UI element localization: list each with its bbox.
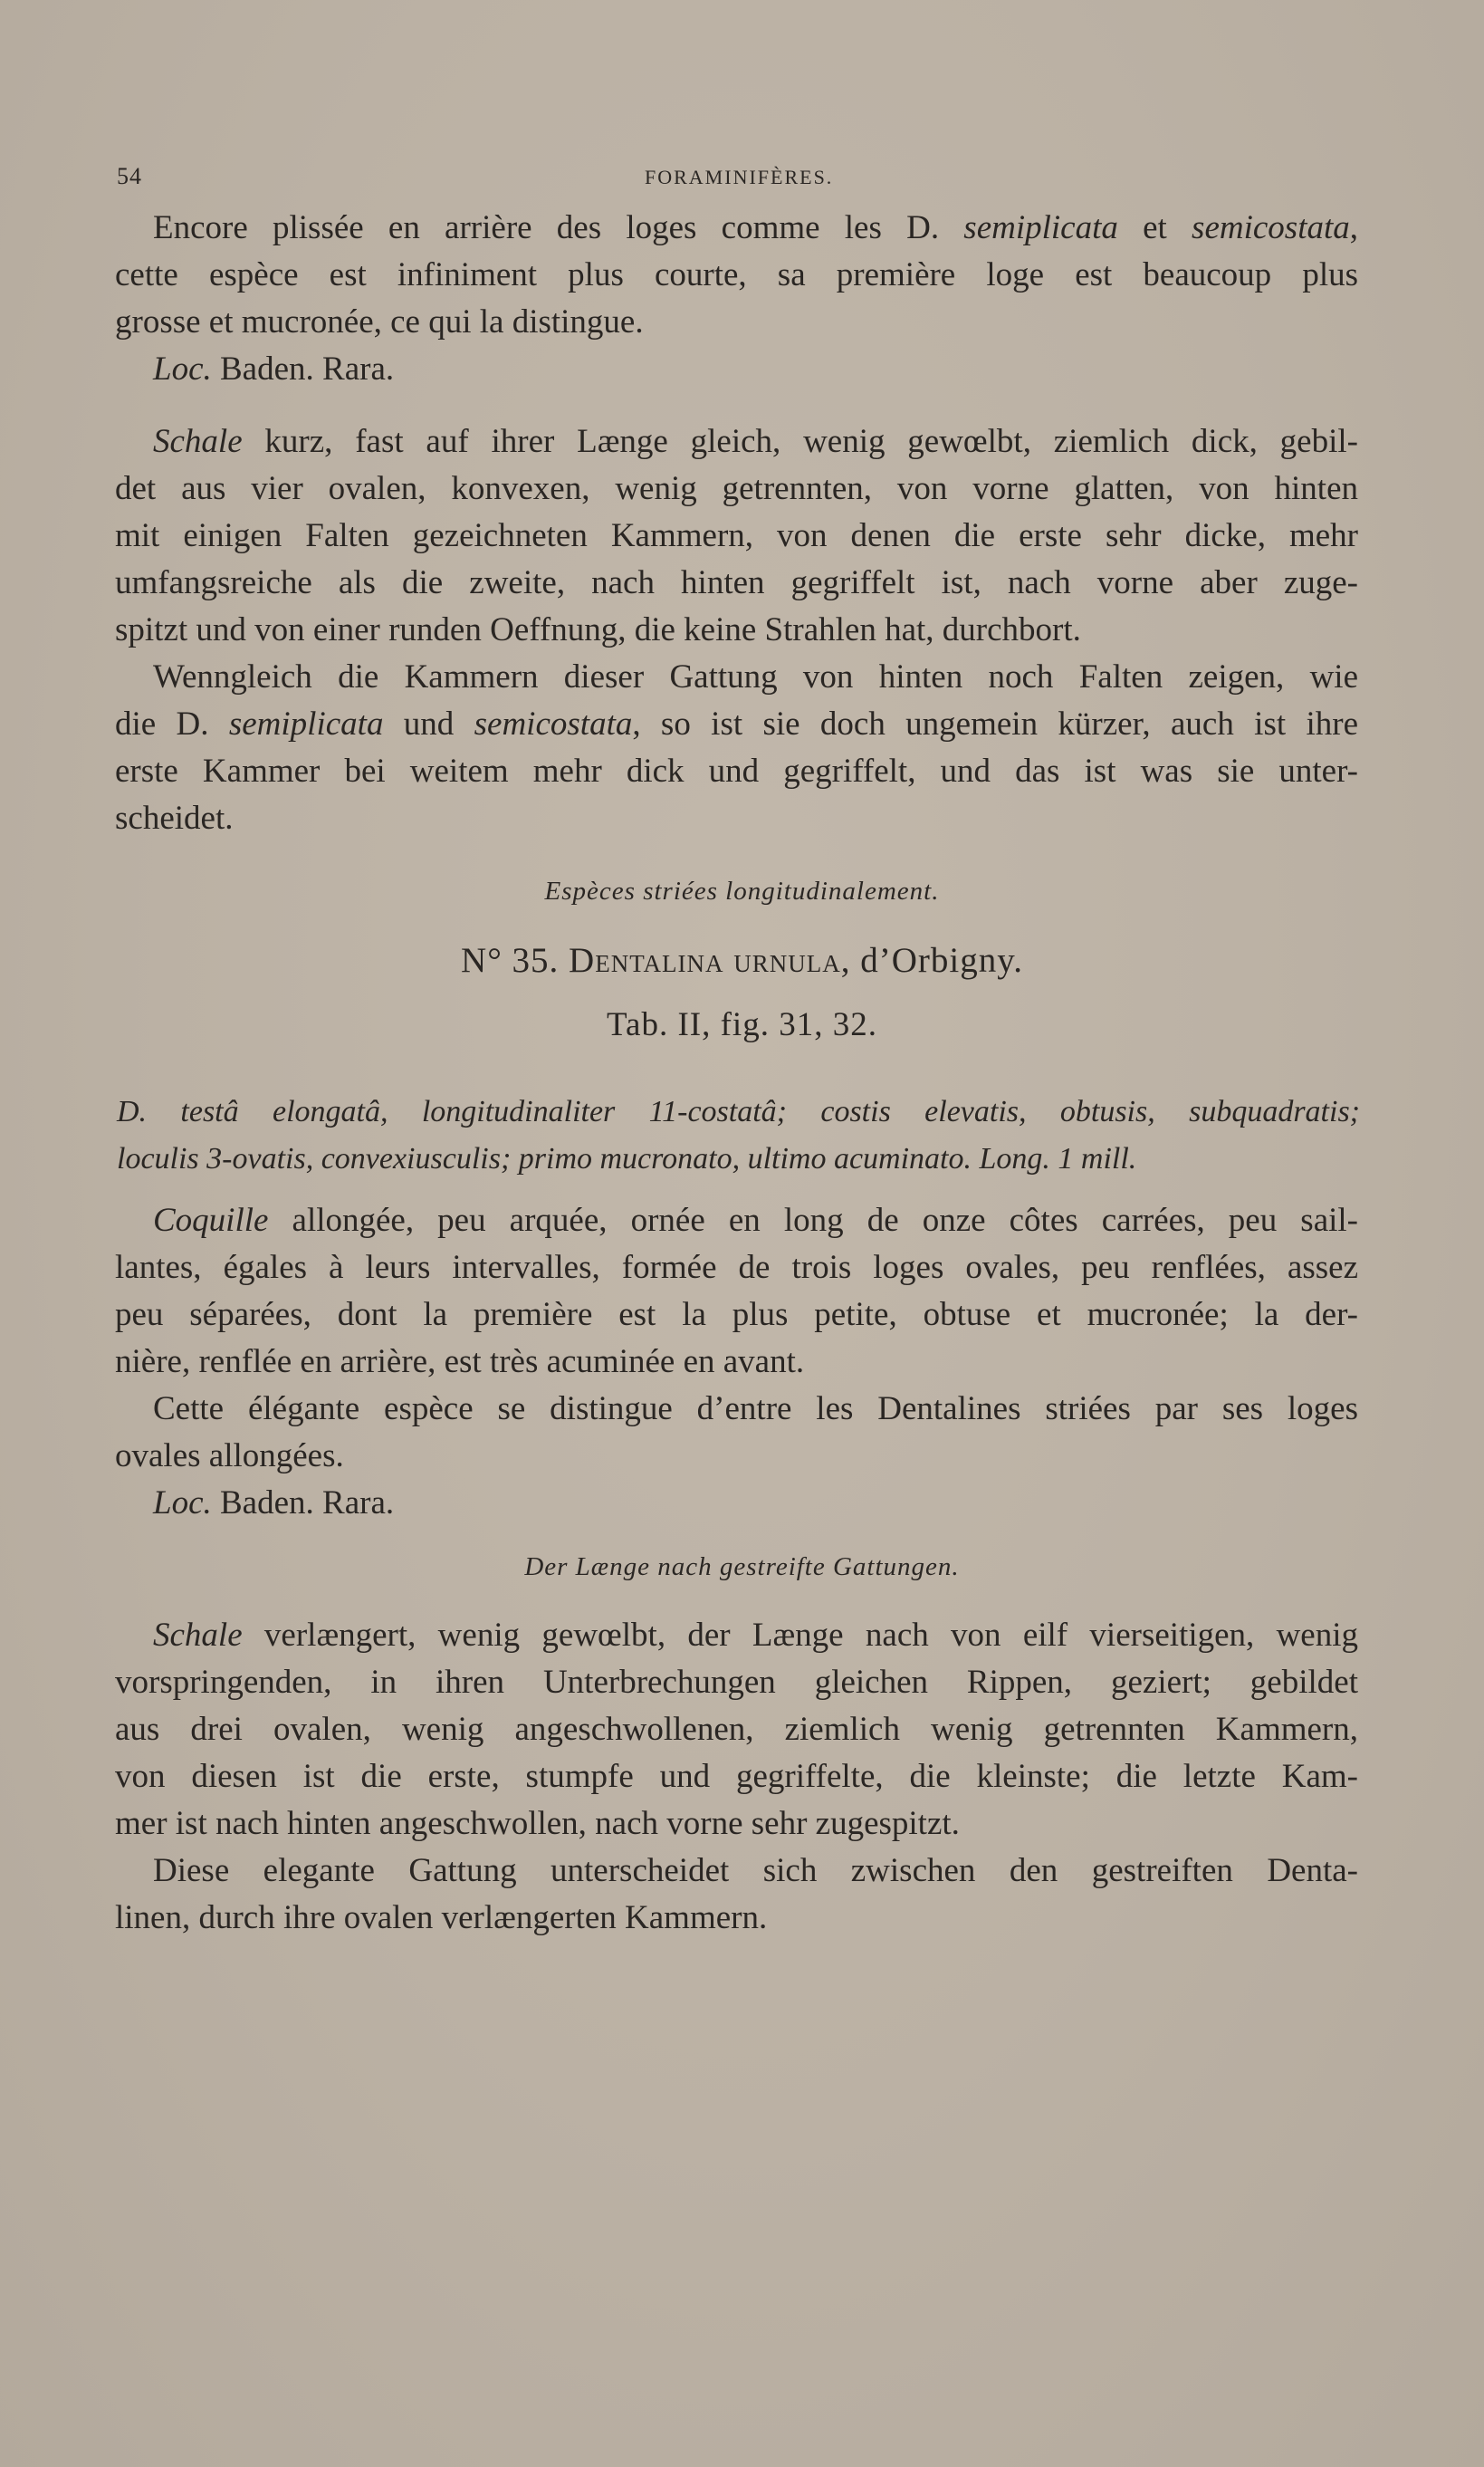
text-line: D. testâ elongatâ, longitudinaliter 11-costatâ; costis elevatis, obtusis, subquadratis; bbox=[117, 1095, 1360, 1128]
text-line: Schale verlængert, wenig gewœlbt, der Længe nach von eilf vierseitigen, wenig bbox=[153, 1617, 1358, 1654]
text-line: Schale kurz, fast auf ihrer Længe gleich, wenig gewœlbt, ziemlich dick, gebil- bbox=[153, 423, 1358, 460]
text-line: peu séparées, dont la première est la plus petite, obtuse et mucronée; la der- bbox=[115, 1296, 1358, 1333]
paragraph-de-description bbox=[115, 418, 1358, 842]
running-title: FORAMINIFÈRES. bbox=[645, 166, 834, 188]
text-line: loculis 3-ovatis, convexiusculis; primo mucronato, ultimo acuminato. Long. 1 mill. bbox=[117, 1142, 1137, 1176]
text-line: die D. semiplicata und semicostata, so ist sie doch ungemein kürzer, auch ist ihre bbox=[115, 706, 1359, 743]
text-line: cette espèce est infiniment plus courte, sa première loge est beaucoup plus bbox=[115, 256, 1358, 293]
text-line: umfangsreiche als die zweite, nach hinten gegriffelt ist, nach vorne aber zuge- bbox=[115, 564, 1358, 601]
section-heading-fr: Espèces striées longitudinalement. bbox=[544, 877, 940, 906]
text-line: nière, renflée en arrière, est très acuminée en avant. bbox=[115, 1343, 805, 1380]
text-line: ovales allongées. bbox=[115, 1437, 344, 1474]
locality-line: Loc. Baden. Rara. bbox=[153, 350, 395, 388]
text-line: Wenngleich die Kammern dieser Gattung von hinten noch Falten zeigen, wie bbox=[153, 658, 1358, 696]
paragraph-de-species bbox=[115, 1612, 1358, 1942]
text-line: erste Kammer bei weitem mehr dick und gegriffelt, und das ist was sie unter- bbox=[115, 753, 1358, 790]
text-line: mit einigen Falten gezeichneten Kammern, von denen die erste sehr dicke, mehr bbox=[115, 517, 1358, 554]
text-line: vorspringenden, in ihren Unterbrechungen gleichen Rippen, geziert; gebildet bbox=[115, 1664, 1358, 1701]
paragraph-fr-intro bbox=[115, 205, 1358, 393]
species-title: N° 35. Dentalina urnula, d’Orbigny. bbox=[461, 941, 1023, 980]
text-line: lantes, égales à leurs intervalles, formée de trois loges ovales, peu renflées, assez bbox=[115, 1249, 1358, 1286]
text-line: det aus vier ovalen, konvexen, wenig getrennten, von vorne glatten, von hinten bbox=[115, 470, 1358, 507]
latin-diagnosis bbox=[117, 1089, 1360, 1183]
text-line: Cette élégante espèce se distingue d’entre les Dentalines striées par ses loges bbox=[153, 1390, 1358, 1427]
locality-line: Loc. Baden. Rara. bbox=[153, 1484, 395, 1521]
text-line: aus drei ovalen, wenig angeschwollenen, ziemlich wenig getrennten Kammern, bbox=[115, 1711, 1358, 1748]
text-line: Coquille allongée, peu arquée, ornée en long de onze côtes carrées, peu sail- bbox=[153, 1202, 1358, 1239]
text-line: mer ist nach hinten angeschwollen, nach vorne sehr zugespitzt. bbox=[115, 1805, 960, 1842]
page-number: 54 bbox=[117, 163, 142, 189]
text-line: linen, durch ihre ovalen verlængerten Kammern. bbox=[115, 1899, 768, 1936]
plate-reference: Tab. II, fig. 31, 32. bbox=[607, 1006, 877, 1043]
section-heading-de: Der Længe nach gestreifte Gattungen. bbox=[524, 1552, 960, 1581]
text-line: Diese elegante Gattung unterscheidet sich zwischen den gestreiften Denta- bbox=[153, 1852, 1358, 1889]
text-line: grosse et mucronée, ce qui la distingue. bbox=[115, 303, 644, 341]
paragraph-fr-description bbox=[115, 1197, 1358, 1527]
text-line: scheidet. bbox=[115, 800, 234, 837]
text-line: spitzt und von einer runden Oeffnung, die keine Strahlen hat, durchbort. bbox=[115, 611, 1081, 648]
text-line: Encore plissée en arrière des loges comme les D. semiplicata et semicostata, bbox=[153, 209, 1358, 246]
text-line: von diesen ist die erste, stumpfe und gegriffelte, die kleinste; die letzte Kam- bbox=[115, 1758, 1358, 1795]
